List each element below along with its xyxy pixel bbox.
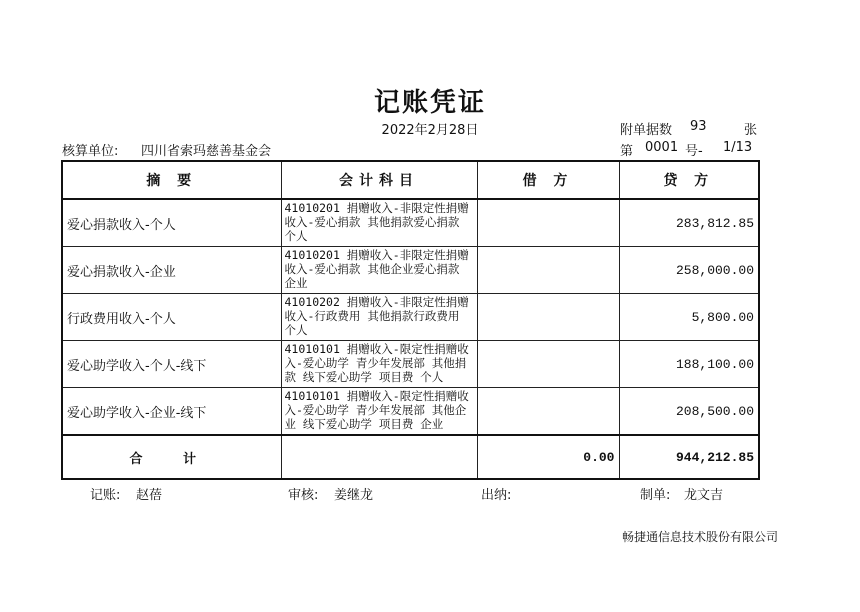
row-summary: 行政费用收入-个人 (62, 294, 281, 341)
table-row (62, 294, 759, 341)
voucher-date: 2022年2月28日 (381, 123, 479, 138)
preparer-name: 龙文吉 (684, 488, 724, 503)
voucher-number: 0001 (645, 140, 679, 155)
row-account: 41010202 捐赠收入-非限定性捐赠收入-行政费用 其他捐款行政费用 个人 (281, 294, 477, 341)
row-debit (477, 247, 619, 294)
voucher-number-separator: 号- (685, 144, 703, 159)
total-account-blank (281, 435, 477, 479)
preparer-label: 制单: (640, 488, 671, 503)
cashier-label: 出纳: (481, 488, 512, 503)
table-row (62, 341, 759, 388)
total-debit: 0.00 (477, 435, 619, 479)
software-company: 畅捷通信息技术股份有限公司 (622, 530, 779, 544)
attachments-unit: 张 (744, 123, 758, 138)
row-debit (477, 199, 619, 247)
reviewer-name: 姜继龙 (334, 488, 374, 503)
row-account: 41010201 捐赠收入-非限定性捐赠收入-爱心捐款 其他企业爱心捐款 企业 (281, 247, 477, 294)
row-debit (477, 294, 619, 341)
row-account: 41010101 捐赠收入-限定性捐赠收入-爱心助学 青少年发展部 其他企业 线下爱心助学 项目费 企业 (281, 388, 477, 436)
total-label: 合 计 (62, 435, 281, 479)
row-summary: 爱心捐款收入-个人 (62, 199, 281, 247)
row-debit (477, 341, 619, 388)
attachments-label: 附单据数 (620, 123, 673, 138)
bookkeeper-label: 记账: (90, 488, 121, 503)
row-summary: 爱心助学收入-企业-线下 (62, 388, 281, 436)
row-summary: 爱心助学收入-个人-线下 (62, 341, 281, 388)
accounting-unit-label: 核算单位: (62, 144, 119, 159)
voucher-number-prefix: 第 (620, 144, 634, 159)
header-debit: 借 方 (477, 161, 619, 199)
table-row (62, 199, 759, 247)
total-credit: 944,212.85 (619, 435, 759, 479)
bookkeeper-name: 赵蓓 (136, 488, 163, 503)
attachments-count: 93 (690, 119, 707, 134)
row-debit (477, 388, 619, 436)
row-credit: 283,812.85 (619, 199, 759, 247)
table-header-row (62, 161, 759, 199)
row-account: 41010201 捐赠收入-非限定性捐赠收入-爱心捐款 其他捐款爱心捐款 个人 (281, 199, 477, 247)
header-account: 会计科目 (281, 161, 477, 199)
row-credit: 258,000.00 (619, 247, 759, 294)
voucher-table (61, 160, 760, 480)
total-row (62, 435, 759, 479)
voucher-title: 记账凭证 (373, 88, 486, 118)
row-summary: 爱心捐款收入-企业 (62, 247, 281, 294)
header-credit: 贷 方 (619, 161, 759, 199)
table-row (62, 388, 759, 436)
row-account: 41010101 捐赠收入-限定性捐赠收入-爱心助学 青少年发展部 其他捐款 线下爱心助学 项目费 个人 (281, 341, 477, 388)
row-credit: 188,100.00 (619, 341, 759, 388)
row-credit: 5,800.00 (619, 294, 759, 341)
voucher-page: 1/13 (723, 140, 753, 155)
reviewer-label: 审核: (288, 488, 319, 503)
table-row (62, 247, 759, 294)
row-credit: 208,500.00 (619, 388, 759, 436)
accounting-unit-name: 四川省索玛慈善基金会 (141, 144, 272, 159)
header-summary: 摘 要 (62, 161, 281, 199)
